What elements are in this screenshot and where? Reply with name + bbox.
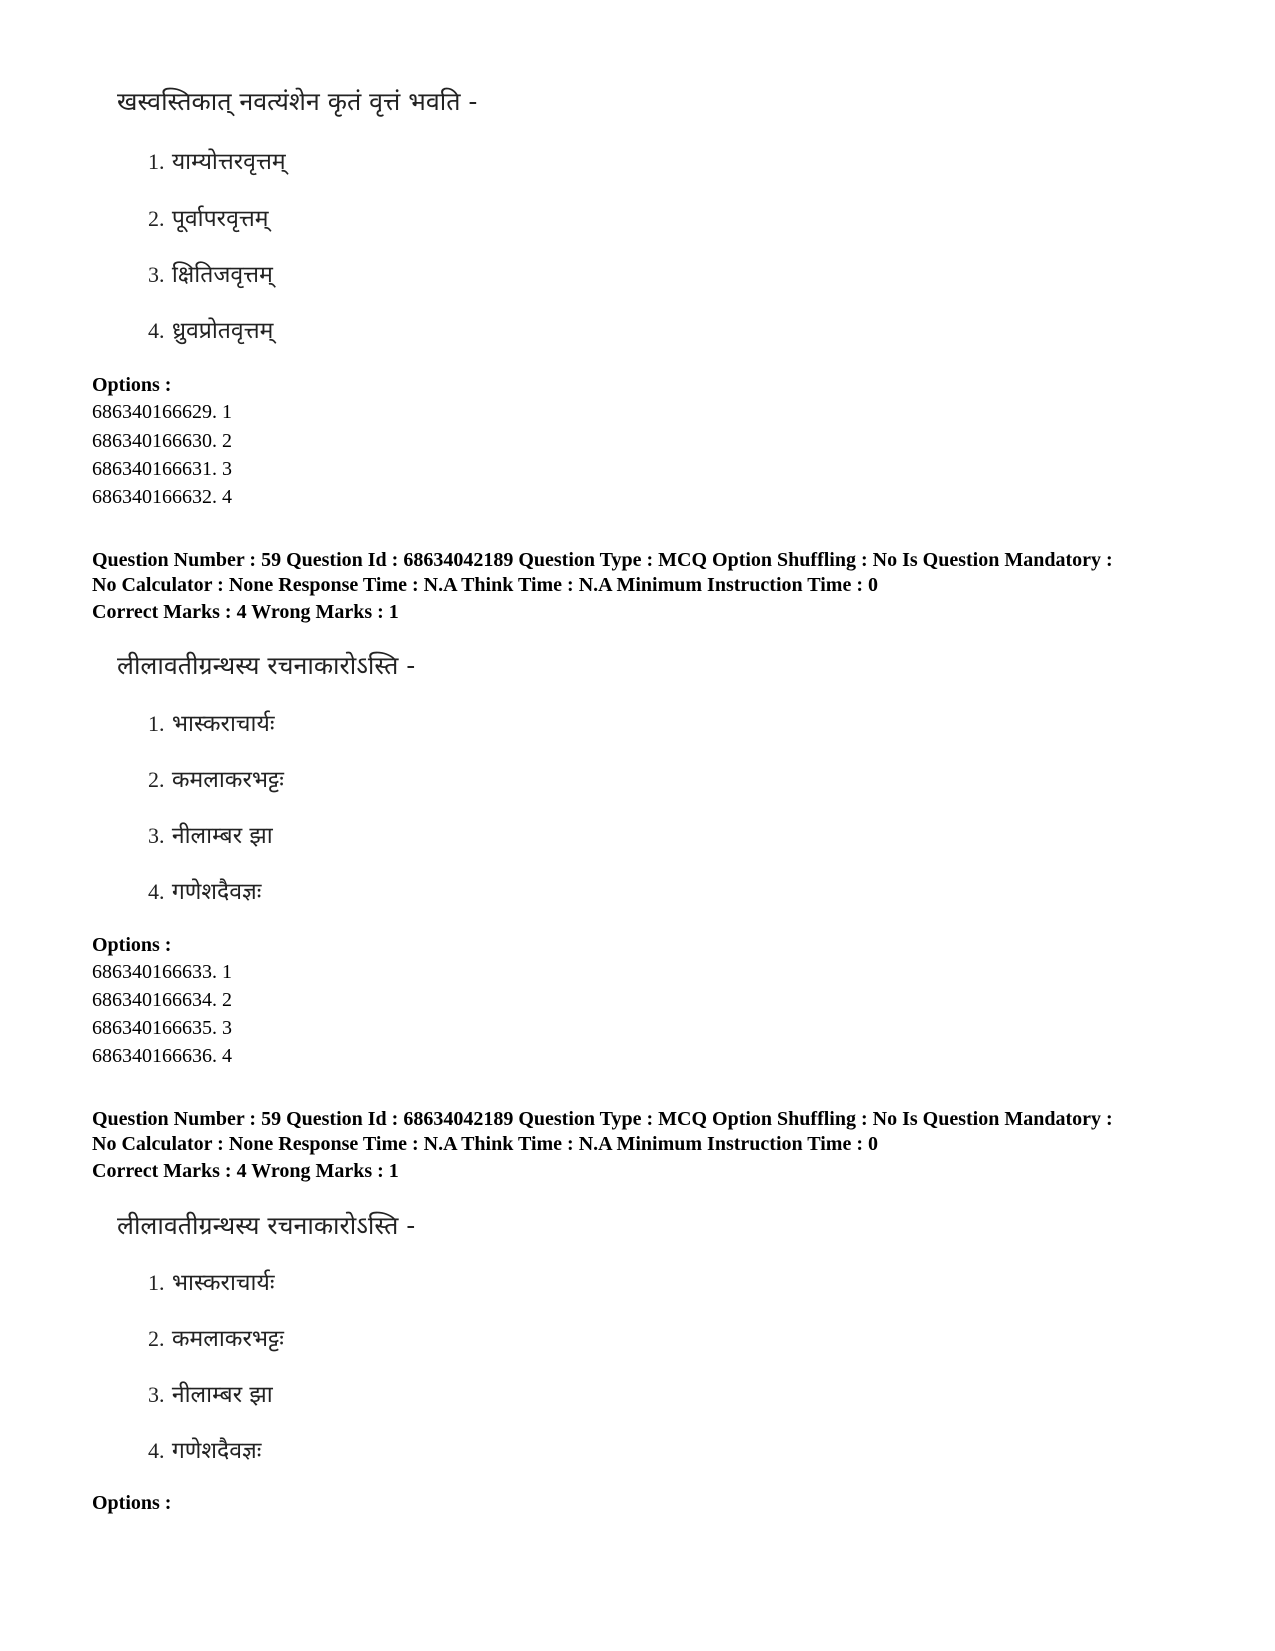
choice-number: 2. — [148, 206, 165, 231]
option-id: 686340166636. 4 — [92, 1045, 232, 1067]
choice-item — [148, 762, 284, 794]
choice-item — [148, 706, 274, 738]
choice-number: 2. — [148, 1326, 165, 1351]
question-text: खस्वस्तिकात् नवत्यंशेन कृतं वृत्तं भवति - — [117, 87, 478, 116]
question-meta-line: Question Number : 59 Question Id : 68634042189 Question Type : MCQ Option Shuffling : No Is Question Mandatory : — [92, 549, 1113, 571]
choice-number: 1. — [148, 149, 165, 174]
choice-text: नीलाम्बर झा — [171, 823, 273, 849]
option-id: 686340166633. 1 — [92, 961, 232, 983]
choice-text: कमलाकरभट्टः — [171, 767, 284, 793]
choice-item — [148, 201, 269, 233]
choice-text: भास्कराचार्यः — [171, 711, 275, 737]
choice-number: 4. — [148, 879, 165, 904]
choice-number: 3. — [148, 823, 165, 848]
marks-line: Correct Marks : 4 Wrong Marks : 1 — [92, 601, 399, 623]
options-label: Options : — [92, 1492, 172, 1514]
option-id: 686340166631. 3 — [92, 458, 232, 480]
choice-text: कमलाकरभट्टः — [171, 1326, 284, 1352]
choice-number: 4. — [148, 318, 165, 343]
option-id: 686340166635. 3 — [92, 1017, 232, 1039]
question-meta — [92, 1107, 1202, 1157]
option-id: 686340166632. 4 — [92, 486, 232, 508]
choice-text: भास्कराचार्यः — [171, 1270, 275, 1296]
option-id: 686340166630. 2 — [92, 430, 232, 452]
choice-number: 1. — [148, 1270, 165, 1295]
choice-item — [148, 1321, 284, 1353]
choice-number: 1. — [148, 711, 165, 736]
choice-item — [148, 313, 273, 345]
choice-item — [148, 874, 261, 906]
choice-number: 4. — [148, 1438, 165, 1463]
choice-item — [148, 144, 286, 176]
choice-text: गणेशदैवज्ञः — [171, 1438, 262, 1464]
question-text: लीलावतीग्रन्थस्य रचनाकारोऽस्ति - — [117, 651, 416, 680]
choice-number: 3. — [148, 262, 165, 287]
question-meta-line: No Calculator : None Response Time : N.A Think Time : N.A Minimum Instruction Time : 0 — [92, 574, 878, 596]
options-label: Options : — [92, 374, 172, 396]
question-text: लीलावतीग्रन्थस्य रचनाकारोऽस्ति - — [117, 1211, 416, 1240]
choice-item — [148, 1265, 274, 1297]
marks-line: Correct Marks : 4 Wrong Marks : 1 — [92, 1160, 399, 1182]
options-label: Options : — [92, 934, 172, 956]
choice-text: पूर्वापरवृत्तम् — [171, 206, 269, 232]
choice-item — [148, 1377, 273, 1409]
question-meta — [92, 548, 1202, 598]
choice-item — [148, 257, 273, 289]
choice-item — [148, 818, 273, 850]
choice-number: 2. — [148, 767, 165, 792]
option-id: 686340166634. 2 — [92, 989, 232, 1011]
choice-text: गणेशदैवज्ञः — [171, 879, 262, 905]
choice-text: ध्रुवप्रोतवृत्तम् — [171, 318, 274, 344]
choice-number: 3. — [148, 1382, 165, 1407]
choice-text: याम्योत्तरवृत्तम् — [171, 149, 286, 175]
choice-item — [148, 1433, 261, 1465]
choice-text: क्षितिजवृत्तम् — [171, 262, 273, 288]
option-id: 686340166629. 1 — [92, 401, 232, 423]
question-meta-line: Question Number : 59 Question Id : 68634042189 Question Type : MCQ Option Shuffling : No Is Question Mandatory : — [92, 1108, 1113, 1130]
question-meta-line: No Calculator : None Response Time : N.A Think Time : N.A Minimum Instruction Time : 0 — [92, 1133, 878, 1155]
choice-text: नीलाम्बर झा — [171, 1382, 273, 1408]
